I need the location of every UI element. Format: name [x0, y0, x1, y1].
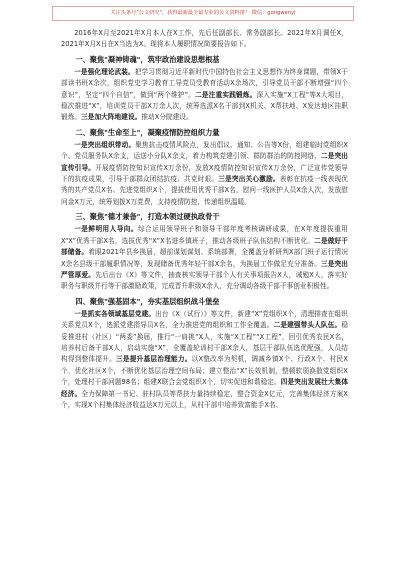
paragraph-lead: 四是突出发展壮大集体经济。 [61, 378, 349, 398]
paragraph-text: 推动X分院建设。 [141, 113, 193, 122]
section-heading: 三、聚焦"德才兼备"，打造本领过硬执政骨干 [75, 212, 220, 222]
paragraph-lead: 一是强化理论武装。 [74, 67, 135, 76]
paragraph-text: 着眼2021年县乡换届，超前谋划谋划、系统部署，全覆盖分析研判X部门班子运行情况X余名县级干部履职情况等，发现储备优秀年轻干部X余名，为换届工作做足充分准备。 [61, 248, 349, 268]
paragraph-lead: 一是抓实各领域基层党建。 [74, 309, 156, 318]
paragraph-lead: 三是加大阵地建设。 [81, 113, 142, 122]
paragraph-lead: 二是注重实践锻炼。 [195, 90, 257, 99]
paragraph-lead: 三是突出关心激励。 [218, 175, 280, 184]
paragraph-text: 出台《X（试行）》等文件，新建“X”党组织X个，清理排查在组织关系党员X个，选派党建指导员X名，全力推进党的组织和工作全覆盖。 [61, 309, 348, 330]
paragraph-lead: 一是鲜明用人导向。 [74, 225, 138, 234]
section-paragraph [61, 140, 348, 208]
section-2 [61, 127, 348, 208]
paragraph-text: 先后出台《X》等文件，抽查核实领导干部个人有关事项报告X人，诫勉X人，落实好职务与职级并行等干部激励政策，完成晋升职级X余人，充分调动各级干部干事创业积极性。 [61, 270, 349, 291]
section-paragraph [61, 309, 348, 412]
paragraph-lead: 二是突出宣传引导。 [61, 152, 348, 172]
paragraph-text: 以X整改率为契机，调减乡镇X个、行政X个、村民X个，优化社区X个，不断优化基层治理空间布局；建立整治“X”长效机制，整顿软弱涣散党组织X个，处理村干部问题98名；组建X联合会党组织X个，切实促进和谐稳定。 [61, 355, 349, 387]
paragraph-text: 开展疫情防控知识宣传X万余份，发放X疫情防控知识宣传X万余份，广泛宣传党领导下的抗疫成果，引导干部群众团结抗疫、共克时艰。 [61, 163, 349, 184]
section-1 [61, 54, 348, 124]
paragraph-text: 把学习贯彻习近平新时代中国特色社会主义思想作为终身课题，带领X干部读书班X余次，组织党史学习教育工导党员受教育活动X余场次，引导党员干部不断增强“四个意识”，坚定“四个自信”，做到“两个维护”。 [61, 67, 349, 99]
paragraph-lead: 二是做好干部储备。 [61, 236, 348, 257]
paragraph-text: 深入实施“X工程”等X大项目，稳次推进“X”，培训党员干部X万余人次，统筹选派X名干部到X机关、X帮扶地、X发达地区挂职锻炼。 [61, 90, 348, 122]
top-banner: 关注头条号"公文研究"，获得最新最全最专业的公文资料推！ 微信：gongwenyj [52, 6, 354, 21]
paragraph-lead: 一是突出组织带动。 [74, 140, 136, 149]
section-4 [61, 296, 348, 412]
paragraph-text: 表彰在抗疫一线表现优秀的共产党员X名、先进党组织X个，提拔使用优秀干部X名，慰问一线医护人员X余人次，发放慰问金X万元，统筹划拨X万党费，支持疫情防控，传递组织温暖。 [61, 175, 348, 206]
paragraph-lead: 三是提升基层治理能力。 [115, 355, 192, 364]
paragraph-lead: 二是建强带头人队伍。 [273, 321, 342, 330]
paragraph-lead: 三是突出严管厚爱。 [61, 259, 348, 279]
section-heading: 一、聚焦"凝神铸魂"，筑牢政治建设思想根基 [75, 54, 220, 64]
paragraph-text: 稳妥推进村（社区）“两委”换届，推行“一肩挑”X人，实施“X工程”“X工程”，回引优秀农民X名，培养村后备干部X人，启动实施“X”，全覆盖轮训村干部X余人，基层干部队伍选优配强，人员结构得到整体提升。 [61, 321, 349, 364]
intro-paragraph: 2016年X月至2021年X月本人在X工作，先后任副部长、常务副部长。2021年X月调任X，2021年X月X日在X当选为X。现将本人履职情况简要报告如下。 [61, 29, 348, 49]
section-heading: 四、聚焦"强基固本"，夯实基层组织战斗堡垒 [75, 296, 220, 306]
paragraph-text: 综合运用领导班子和领导干部年度考核调研成果，在X年度提拔重用X“X”优秀干部X名，选拔优秀“X”X名进乡镇班子，推动各级班子队伍结构不断优化。 [61, 225, 349, 245]
document-body [61, 28, 348, 411]
section-3 [61, 211, 348, 292]
paragraph-text: 全力保障第一书记、驻村队员等帮扶力量持续稳定，整合资金X亿元，完善集体经济方案X个，实现X个村集体经济收益达X万元以上，从村干部中培养致富能手X名、 [61, 389, 348, 409]
paragraph-text: 聚焦抗击疫情风险点，发出倡议、通知、公告等X份，组建临时党组织X个、党员服务队X余支，运送小分队X余支，着力构筑党建引领、群防群治的防控网络， [61, 140, 349, 161]
section-heading: 二、聚焦"生命至上"，凝聚疫情防控组织力量 [75, 127, 220, 137]
section-paragraph [61, 67, 348, 124]
section-paragraph [61, 224, 348, 292]
